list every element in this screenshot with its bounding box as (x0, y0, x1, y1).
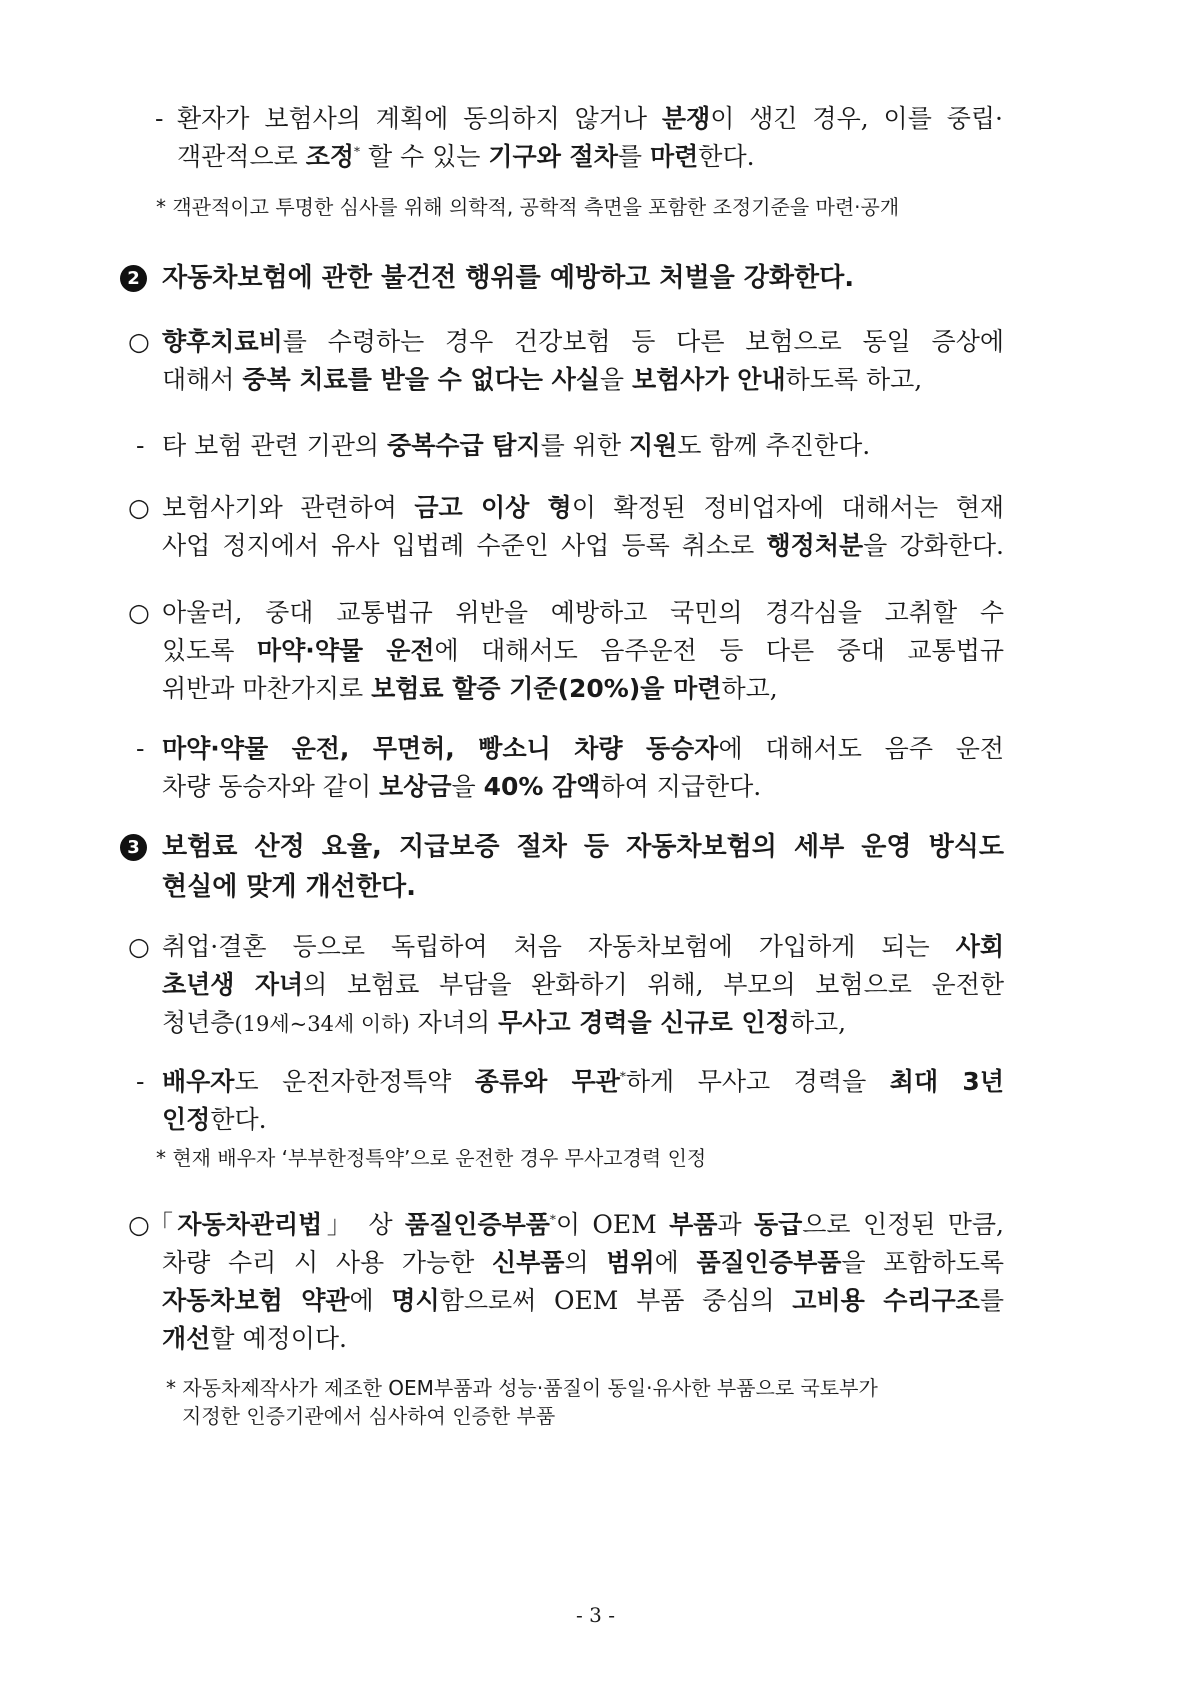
bullet-passenger-compensation (162, 730, 1004, 806)
footnote-mediation-criteria: * 객관적이고 투명한 심사를 위해 의학적, 공학적 측면을 포함한 조정기준을 마련·공개 (156, 195, 900, 219)
text-line: 청년층(19세~34세 이하) 자녀의 무사고 경력을 신규로 인정하고, (162, 1008, 847, 1037)
text-line: 개선할 예정이다. (162, 1324, 347, 1353)
bullet-young-driver-record (162, 928, 1004, 1043)
section-heading-3 (162, 827, 1004, 907)
bullet-duplicate-detection (162, 427, 1004, 465)
circle-marker: ○ (128, 1210, 150, 1239)
footnote-certified-parts (166, 1374, 878, 1430)
circle-marker: ○ (128, 327, 150, 356)
heading-line: 보험료 산정 요율, 지급보증 절차 등 자동차보험의 세부 운영 방식도 (162, 832, 1004, 862)
dash-marker: - (136, 431, 145, 460)
circle-marker: ○ (128, 932, 150, 961)
text-line: 보험사기와 관련하여 금고 이상 형이 확정된 정비업자에 대해서는 현재 (162, 493, 1004, 522)
bullet-dispute-mediation (177, 100, 1003, 176)
bullet-future-treatment-cost (162, 323, 1004, 399)
bullet-certified-parts-cont (162, 1244, 1004, 1358)
text-line: 있도록 마약·약물 운전에 대해서도 음주운전 등 다른 중대 교통법규 (162, 636, 1004, 665)
text-line: 향후치료비를 수령하는 경우 건강보험 등 다른 보험으로 동일 증상에 (162, 327, 1004, 356)
text-line: 차량 동승자와 같이 보상금을 40% 감액하여 지급한다. (162, 772, 762, 801)
page-number: - 3 - (576, 1603, 615, 1627)
circle-marker: ○ (128, 598, 150, 627)
text-line: 대해서 중복 치료를 받을 수 없다는 사실을 보험사가 안내하도록 하고, (162, 365, 923, 394)
text-line: 마약·약물 운전, 무면허, 빵소니 차량 동승자에 대해서도 음주 운전 (162, 734, 1004, 763)
text-line: 「자동차관리법」 상 품질인증부품*이 OEM 부품과 동급으로 인정된 만큼, (148, 1210, 1004, 1239)
dash-marker: - (136, 1067, 145, 1096)
footnote-spouse-rider: * 현재 배우자 ‘부부한정특약’으로 운전한 경우 무사고경력 인정 (156, 1146, 707, 1170)
text-line: 초년생 자녀의 보험료 부담을 완화하기 위해, 부모의 보험으로 운전한 (162, 970, 1004, 999)
dash-marker: - (155, 104, 164, 133)
text-line: 차량 수리 시 사용 가능한 신부품의 범위에 품질인증부품을 포함하도록 (162, 1248, 1004, 1277)
circled-number-icon: 2 (120, 265, 147, 292)
footnote-line: * 자동차제작사가 제조한 OEM부품과 성능·품질이 동일·유사한 부품으로 국토부가 (166, 1376, 878, 1400)
text-line: 타 보험 관련 기관의 중복수급 탐지를 위한 지원도 함께 추진한다. (162, 431, 871, 460)
text-line: 아울러, 중대 교통법규 위반을 예방하고 국민의 경각심을 고취할 수 (162, 598, 1004, 627)
text-line: 위반과 마찬가지로 보험료 할증 기준(20%)을 마련하고, (162, 674, 778, 703)
text-line: 객관적으로 조정* 할 수 있는 기구와 절차를 마련한다. (177, 142, 755, 171)
bullet-drug-driving-premium (162, 594, 1004, 708)
text-line: 사업 정지에서 유사 입법례 수준인 사업 등록 취소로 행정처분을 강화한다. (162, 531, 1004, 560)
circled-number-icon: 3 (120, 834, 147, 861)
bullet-spouse-record (162, 1063, 1004, 1139)
section-heading-2: 자동차보험에 관한 불건전 행위를 예방하고 처벌을 강화한다. (162, 263, 855, 293)
text-line: 자동차보험 약관에 명시함으로써 OEM 부품 중심의 고비용 수리구조를 (162, 1286, 1004, 1315)
text-line: 인정한다. (162, 1105, 267, 1134)
footnote-line: 지정한 인증기관에서 심사하여 인증한 부품 (182, 1404, 556, 1428)
text-line: 환자가 보험사의 계획에 동의하지 않거나 분쟁이 생긴 경우, 이를 중립· (177, 104, 1003, 133)
dash-marker: - (136, 734, 145, 763)
bullet-certified-parts (148, 1206, 1004, 1244)
text-line: 배우자도 운전자한정특약 종류와 무관*하게 무사고 경력을 최대 3년 (162, 1067, 1004, 1096)
circle-marker: ○ (128, 493, 150, 522)
heading-line: 현실에 맞게 개선한다. (162, 872, 417, 902)
bullet-repair-shop-sanction (162, 489, 1004, 565)
text-line: 취업·결혼 등으로 독립하여 처음 자동차보험에 가입하게 되는 사회 (162, 932, 1004, 961)
